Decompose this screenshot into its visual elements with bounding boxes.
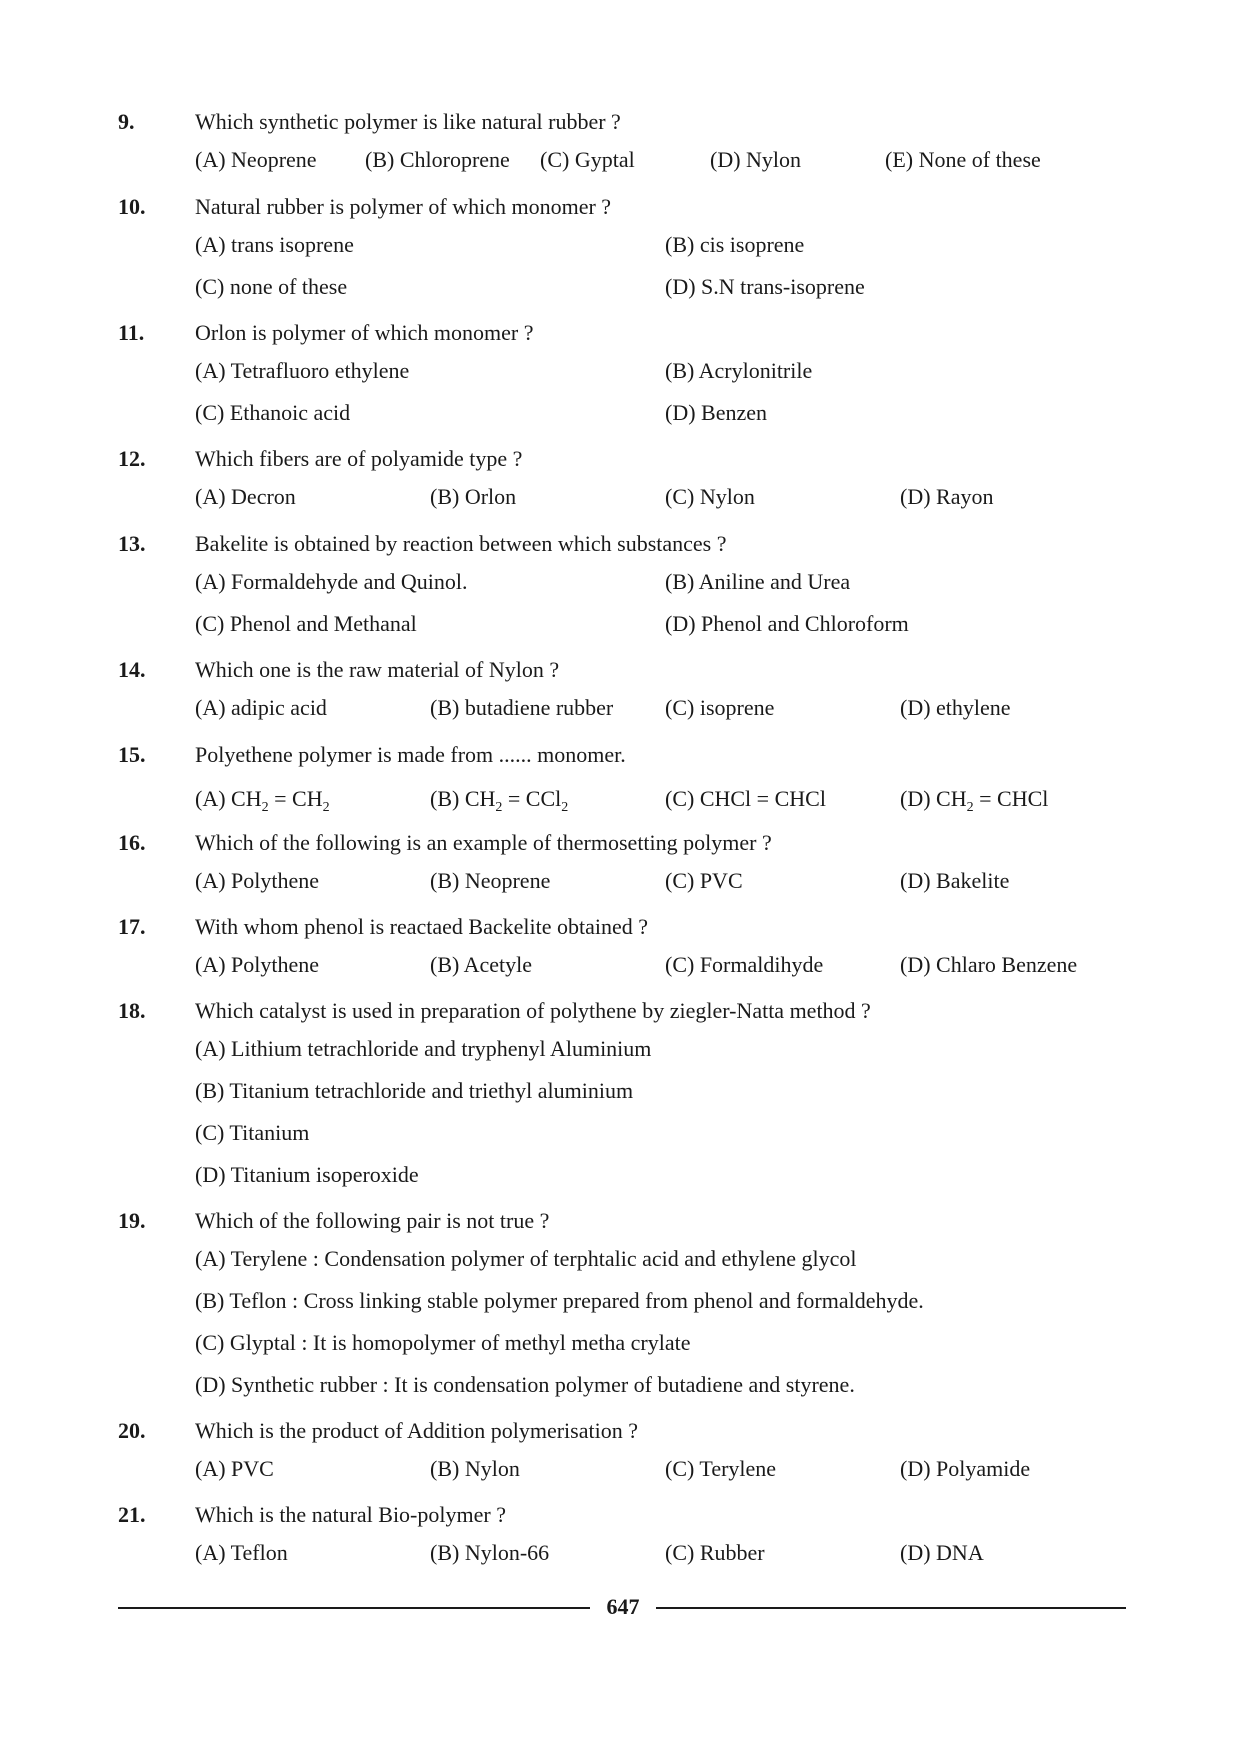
option-b[interactable]: (B) Teflon : Cross linking stable polymer prepared from phenol and formaldehyde. <box>195 1288 924 1313</box>
option-a[interactable]: (A) Lithium tetrachloride and tryphenyl Aluminium <box>195 1036 652 1061</box>
formula-b-start: (B) CH <box>430 786 496 811</box>
footer-rule-left <box>118 1607 590 1609</box>
footer-rule-right <box>656 1607 1126 1609</box>
option-d[interactable]: (D) Polyamide <box>900 1456 1031 1481</box>
formula-a-start: (A) CH <box>195 786 262 811</box>
question-number: 19. <box>118 1208 146 1233</box>
option-b[interactable]: (B) Orlon <box>430 484 517 509</box>
formula-b-mid: = CCl <box>502 786 562 811</box>
option-c[interactable]: (C) Glyptal : It is homopolymer of methyl metha crylate <box>195 1330 691 1355</box>
question-number: 20. <box>118 1418 146 1443</box>
formula-d-mid: = CHCl <box>973 786 1049 811</box>
question-text: Polyethene polymer is made from ...... monomer. <box>195 742 626 767</box>
question-text: Which catalyst is used in preparation of polythene by ziegler-Natta method ? <box>195 998 871 1023</box>
option-b[interactable]: (B) Acetyle <box>430 952 533 977</box>
question-text: Natural rubber is polymer of which monomer ? <box>195 194 612 219</box>
page-footer <box>118 1590 1126 1624</box>
question-number: 13. <box>118 531 146 556</box>
question-text: Which of the following is an example of thermosetting polymer ? <box>195 830 772 855</box>
option-c[interactable]: (C) Gyptal <box>540 147 635 172</box>
option-a[interactable]: (A) Polythene <box>195 952 320 977</box>
option-d[interactable]: (D) S.N trans-isoprene <box>665 274 865 299</box>
option-d[interactable]: (D) Titanium isoperoxide <box>195 1162 419 1187</box>
option-a[interactable]: (A) adipic acid <box>195 695 327 720</box>
option-c[interactable]: (C) isoprene <box>665 695 775 720</box>
option-a[interactable]: (A) Decron <box>195 484 296 509</box>
option-c[interactable]: (C) Phenol and Methanal <box>195 611 417 636</box>
option-a[interactable]: (A) Polythene <box>195 868 320 893</box>
question-number: 17. <box>118 914 146 939</box>
formula-d-sub1: 2 <box>966 800 974 815</box>
option-d[interactable]: (D) Rayon <box>900 484 994 509</box>
option-e[interactable]: (E) None of these <box>885 147 1041 172</box>
question-text: Which of the following pair is not true ? <box>195 1208 550 1233</box>
option-c[interactable]: (C) Formaldihyde <box>665 952 824 977</box>
option-d[interactable]: (D) Bakelite <box>900 868 1010 893</box>
option-b[interactable]: (B) Nylon <box>430 1456 520 1481</box>
option-b[interactable]: (B) Neoprene <box>430 868 551 893</box>
option-c[interactable]: (C) Rubber <box>665 1540 765 1565</box>
option-a[interactable]: (A) trans isoprene <box>195 232 354 257</box>
option-b[interactable] <box>430 784 568 814</box>
option-c[interactable]: (C) PVC <box>665 868 743 893</box>
page-number: 647 <box>606 1594 640 1619</box>
option-b[interactable]: (B) Aniline and Urea <box>665 569 851 594</box>
question-number: 15. <box>118 742 146 767</box>
option-d[interactable]: (D) Chlaro Benzene <box>900 952 1078 977</box>
option-b[interactable]: (B) butadiene rubber <box>430 695 614 720</box>
formula-b-sub2: 2 <box>561 800 569 815</box>
option-c[interactable]: (C) CHCl = CHCl <box>665 786 826 811</box>
option-b[interactable]: (B) Titanium tetrachloride and triethyl aluminium <box>195 1078 634 1103</box>
option-d[interactable] <box>900 784 1048 814</box>
option-a[interactable] <box>195 784 330 814</box>
option-b[interactable]: (B) Nylon-66 <box>430 1540 550 1565</box>
question-text: With whom phenol is reactaed Backelite obtained ? <box>195 914 649 939</box>
option-b[interactable]: (B) cis isoprene <box>665 232 805 257</box>
option-a[interactable]: (A) Teflon <box>195 1540 288 1565</box>
option-b[interactable]: (B) Acrylonitrile <box>665 358 813 383</box>
question-number: 11. <box>118 320 145 345</box>
option-a[interactable]: (A) Formaldehyde and Quinol. <box>195 569 468 594</box>
option-d[interactable]: (D) ethylene <box>900 695 1011 720</box>
question-number: 9. <box>118 109 135 134</box>
question-number: 10. <box>118 194 146 219</box>
question-text: Which is the natural Bio-polymer ? <box>195 1502 506 1527</box>
option-a[interactable]: (A) Terylene : Condensation polymer of terphtalic acid and ethylene glycol <box>195 1246 857 1271</box>
question-text: Which fibers are of polyamide type ? <box>195 446 523 471</box>
question-text: Bakelite is obtained by reaction between which substances ? <box>195 531 727 556</box>
option-c[interactable]: (C) Titanium <box>195 1120 310 1145</box>
option-c[interactable]: (C) Nylon <box>665 484 755 509</box>
option-a[interactable]: (A) Tetrafluoro ethylene <box>195 358 410 383</box>
formula-d-start: (D) CH <box>900 786 967 811</box>
formula-b-sub1: 2 <box>495 800 503 815</box>
question-text: Which one is the raw material of Nylon ? <box>195 657 560 682</box>
question-text: Which synthetic polymer is like natural rubber ? <box>195 109 621 134</box>
option-d[interactable]: (D) Phenol and Chloroform <box>665 611 909 636</box>
option-a[interactable]: (A) PVC <box>195 1456 274 1481</box>
question-number: 18. <box>118 998 146 1023</box>
option-d[interactable]: (D) Benzen <box>665 400 768 425</box>
question-number: 12. <box>118 446 146 471</box>
option-c[interactable]: (C) none of these <box>195 274 348 299</box>
question-number: 14. <box>118 657 146 682</box>
option-d[interactable]: (D) Synthetic rubber : It is condensation polymer of butadiene and styrene. <box>195 1372 855 1397</box>
formula-a-sub1: 2 <box>261 800 269 815</box>
question-text: Which is the product of Addition polymerisation ? <box>195 1418 638 1443</box>
question-number: 16. <box>118 830 146 855</box>
formula-a-sub2: 2 <box>322 800 330 815</box>
option-c[interactable]: (C) Ethanoic acid <box>195 400 351 425</box>
option-d[interactable]: (D) DNA <box>900 1540 984 1565</box>
formula-a-mid: = CH <box>268 786 323 811</box>
option-c[interactable]: (C) Terylene <box>665 1456 777 1481</box>
question-number: 21. <box>118 1502 146 1527</box>
option-b[interactable]: (B) Chloroprene <box>365 147 510 172</box>
option-a[interactable]: (A) Neoprene <box>195 147 317 172</box>
option-d[interactable]: (D) Nylon <box>710 147 802 172</box>
question-text: Orlon is polymer of which monomer ? <box>195 320 534 345</box>
